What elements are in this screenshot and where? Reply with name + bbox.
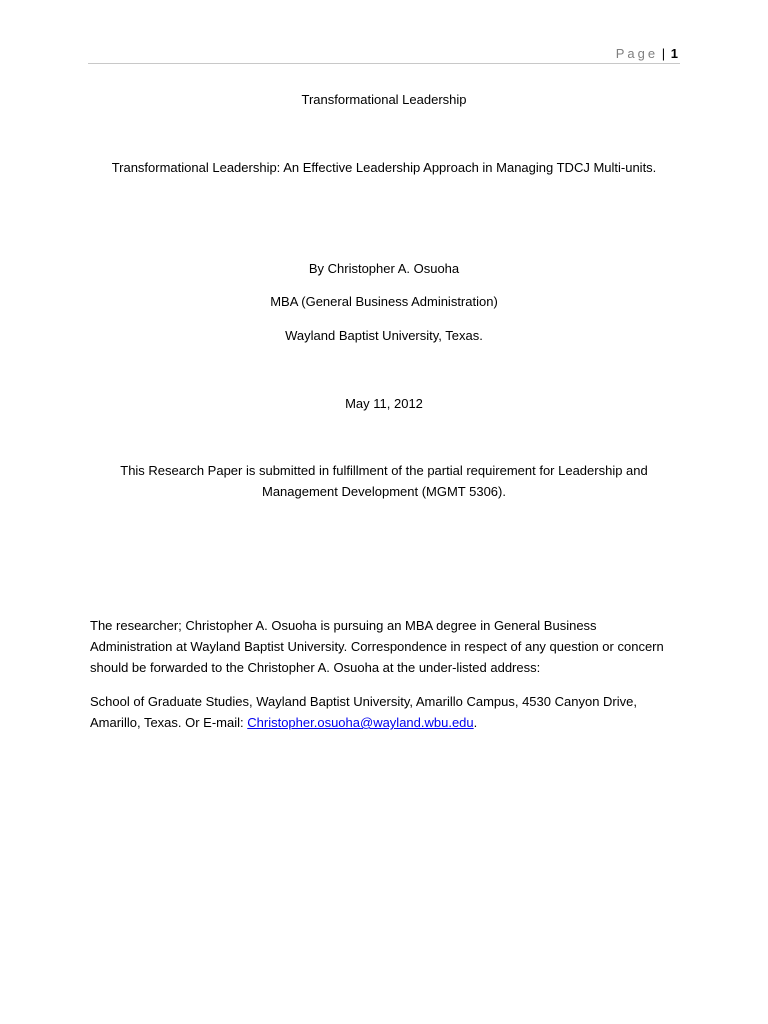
page-number: 1 bbox=[670, 46, 678, 61]
address-trailing: . bbox=[473, 715, 478, 730]
email-link[interactable]: Christopher.osuoha@wayland.wbu.edu bbox=[247, 715, 474, 730]
address-block bbox=[90, 691, 680, 733]
author-institution: Wayland Baptist University, Texas. bbox=[285, 328, 483, 343]
paper-date: May 11, 2012 bbox=[345, 396, 423, 411]
paper-title: Transformational Leadership: An Effective Leadership Approach in Managing TDCJ Multi-units. bbox=[111, 160, 657, 175]
researcher-note: The researcher; Christopher A. Osuoha is pursuing an MBA degree in General Business Administration at Wayland Baptist University. Correspondence in respect of any question or concern should be forwarded to the Christopher A. Osuoha at the under-listed address: bbox=[90, 618, 664, 675]
submission-note: This Research Paper is submitted in fulfillment of the partial requirement for Leadership and Management Development (MGMT 5306). bbox=[120, 463, 648, 499]
page-separator: | bbox=[661, 46, 666, 61]
page-label: Page bbox=[615, 46, 659, 61]
page-header bbox=[88, 44, 680, 64]
author-byline: By Christopher A. Osuoha bbox=[308, 261, 460, 276]
author-degree: MBA (General Business Administration) bbox=[270, 294, 498, 309]
running-title: Transformational Leadership bbox=[301, 92, 467, 107]
address-text: School of Graduate Studies, Wayland Baptist University, Amarillo Campus, 4530 Canyon Drive, Amarillo, Texas. Or E-mail: bbox=[90, 694, 637, 730]
